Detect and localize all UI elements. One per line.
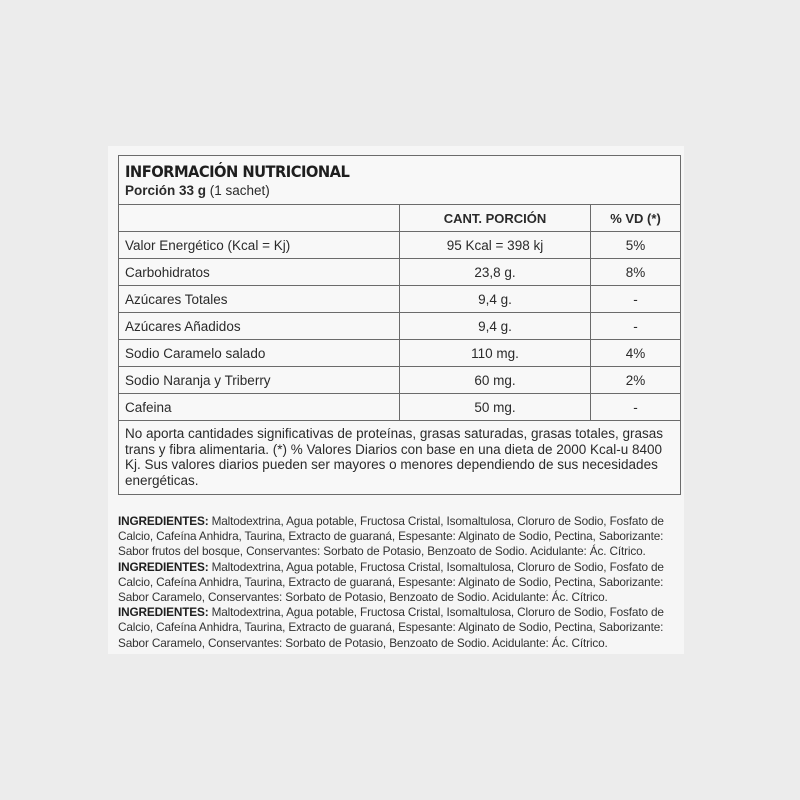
- nutrient-amount: 60 mg.: [400, 367, 591, 394]
- table-row: [119, 286, 680, 313]
- table-row: [119, 232, 680, 259]
- ingredients-label: INGREDIENTES:: [118, 559, 209, 574]
- ingredients-label: INGREDIENTES:: [118, 514, 209, 528]
- column-header-nutrient: [119, 205, 400, 232]
- nutrient-name: Carbohidratos: [119, 259, 400, 286]
- column-header-vd: % VD (*): [591, 205, 681, 232]
- ingredients-label: INGREDIENTES:: [118, 605, 209, 620]
- ingredients-list: Maltodextrina, Agua potable, Fructosa Cristal, Isomaltulosa, Cloruro de Sodio, Fosfato de Calcio, Cafeína Anhidra, Taurina, Extracto de guaraná, Espesante: Alginato de Sodio, Pectina, Saborizante: Sabor frutos del bosque, Conservantes: Sorbato de Potasio, Benzoato de Sodio. Acidulante: Ác. Cítrico.: [118, 514, 664, 559]
- ingredients-list: Maltodextrina, Agua potable, Fructosa Cristal, Isomaltulosa, Cloruro de Sodio, Fosfato de Calcio, Cafeína Anhidra, Taurina, Extracto de guaraná, Espesante: Alginato de Sodio, Pectina, Saborizante: Sabor Caramelo, Conservantes: Sorbato de Potasio, Benzoato de Sodio. Acidulante: Ác. Cítrico.: [118, 559, 664, 605]
- nutrient-vd: 2%: [591, 367, 681, 394]
- nutrition-facts-table: [118, 155, 681, 495]
- nutrition-header: [119, 156, 680, 205]
- nutrient-vd: -: [591, 394, 681, 421]
- table-row: [119, 394, 680, 421]
- table-row: [119, 340, 680, 367]
- table-row: [119, 259, 680, 286]
- nutrient-amount: 9,4 g.: [400, 313, 591, 340]
- nutrient-name: Valor Energético (Kcal = Kj): [119, 232, 400, 259]
- nutrient-vd: -: [591, 313, 681, 340]
- table-row: [119, 367, 680, 394]
- nutrient-vd: 8%: [591, 259, 681, 286]
- nutrient-vd: 4%: [591, 340, 681, 367]
- portion-size-detail: (1 sachet): [206, 183, 270, 198]
- nutrition-title: INFORMACIÓN NUTRICIONAL: [125, 162, 350, 181]
- portion-size: [125, 182, 674, 199]
- nutrient-name: Sodio Naranja y Triberry: [119, 367, 400, 394]
- nutrient-amount: 50 mg.: [400, 394, 591, 421]
- nutrient-name: Sodio Caramelo salado: [119, 340, 400, 367]
- nutrient-name: Azúcares Totales: [119, 286, 400, 313]
- ingredients-list: Maltodextrina, Agua potable, Fructosa Cristal, Isomaltulosa, Cloruro de Sodio, Fosfato de Calcio, Cafeína Anhidra, Taurina, Extracto de guaraná, Espesante: Alginato de Sodio, Pectina, Saborizante: Sabor Caramelo, Conservantes: Sorbato de Potasio, Benzoato de Sodio. Acidulante: Ác. Cítrico.: [118, 605, 664, 650]
- portion-size-bold: Porción 33 g: [125, 183, 207, 198]
- nutrition-footnote: No aporta cantidades significativas de proteínas, grasas saturadas, grasas totales, grasas trans y fibra alimentaria. (*) % Valores Diarios con base en una dieta de 2000 Kcal-u 8400 Kj. Sus valores diarios pueden ser mayores o menores dependiendo de sus necesidades energéticas.: [119, 420, 680, 494]
- nutrient-vd: -: [591, 286, 681, 313]
- nutrient-amount: 110 mg.: [400, 340, 591, 367]
- table-row: [119, 313, 680, 340]
- nutrient-amount: 9,4 g.: [400, 286, 591, 313]
- ingredients-text: [118, 514, 684, 651]
- table-header-row: [119, 205, 680, 232]
- nutrient-name: Azúcares Añadidos: [119, 313, 400, 340]
- column-header-amount: CANT. PORCIÓN: [400, 205, 591, 232]
- nutrient-name: Cafeina: [119, 394, 400, 421]
- nutrient-vd: 5%: [591, 232, 681, 259]
- nutrient-table: [119, 205, 680, 420]
- nutrient-amount: 95 Kcal = 398 kj: [400, 232, 591, 259]
- nutrient-amount: 23,8 g.: [400, 259, 591, 286]
